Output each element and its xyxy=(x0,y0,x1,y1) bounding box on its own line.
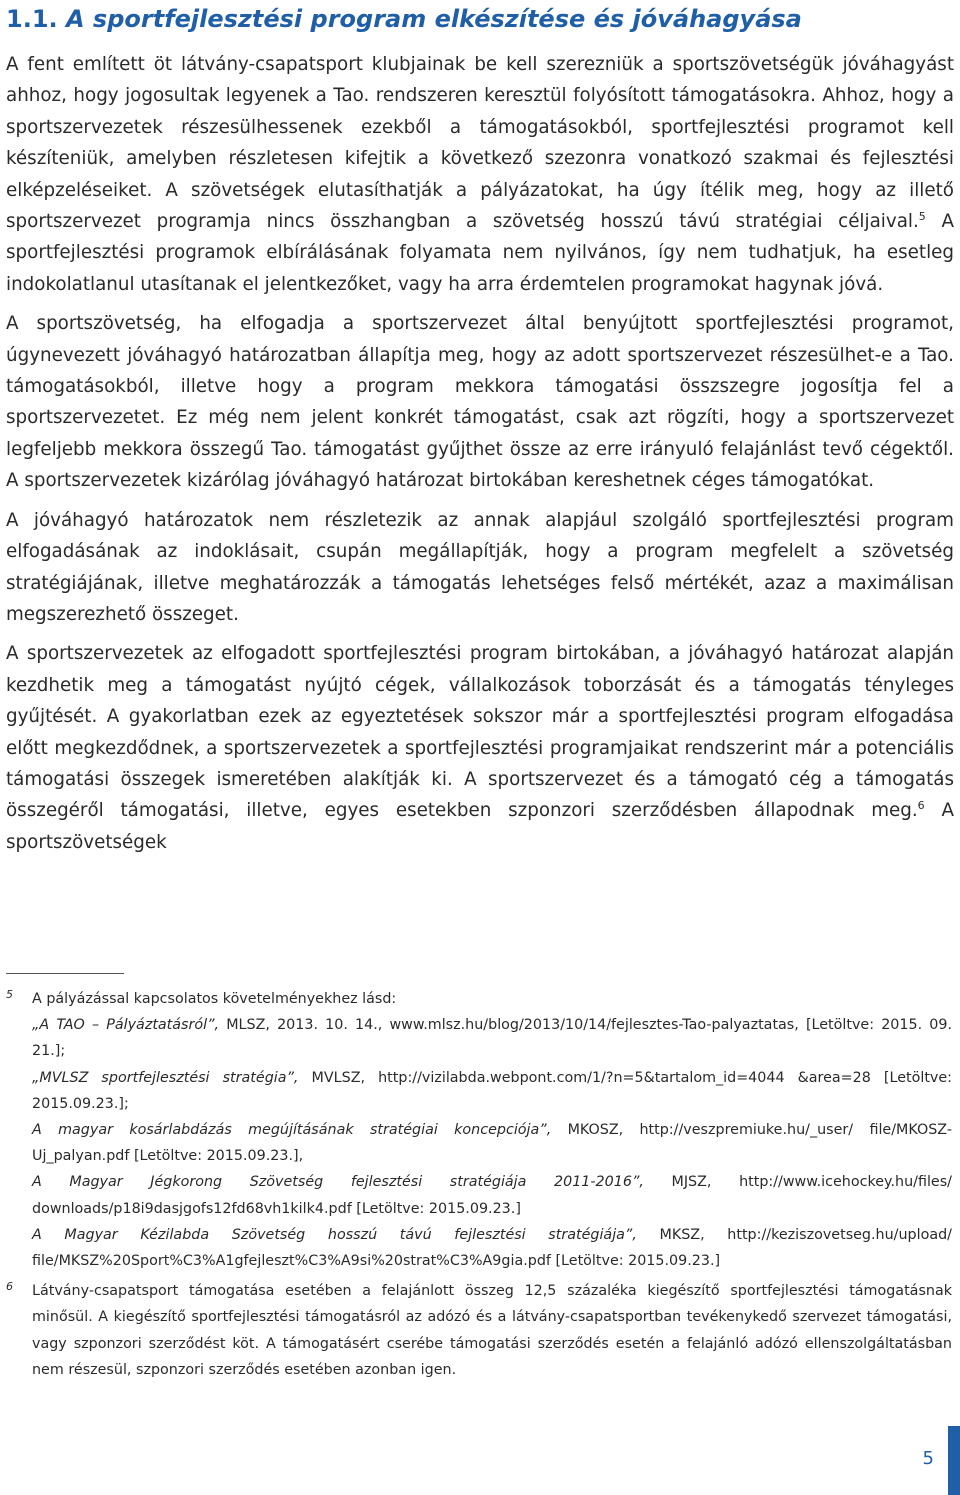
footnotes xyxy=(0,973,960,1383)
section-number: 1.1. xyxy=(6,5,58,33)
footnote-ref-6: 6 xyxy=(917,799,925,813)
footnote-5-ref-1-source: MLSZ, 2013. 10. 14., www.mlsz.hu/blog/2013/10/14/fejlesztes-Tao-palyaztatas, [Letöltve: 2015. 09. 21.]; xyxy=(32,1017,953,1060)
footnote-5-ref-3 xyxy=(32,1117,952,1169)
footnote-ref-5: 5 xyxy=(918,209,926,223)
footnote-5-ref-1-title: „A TAO – Pályáztatásról”, xyxy=(32,1017,220,1034)
page-number: 5 xyxy=(922,1448,934,1469)
footnote-5 xyxy=(0,986,960,1274)
footnote-5-marker: 5 xyxy=(6,988,13,1001)
paragraph-1 xyxy=(6,49,954,300)
footnote-5-intro: A pályázással kapcsolatos követelményekhez lásd: xyxy=(32,991,397,1007)
body-text xyxy=(6,49,954,866)
footnote-6-marker: 6 xyxy=(6,1280,13,1294)
footnote-5-ref-4 xyxy=(32,1169,952,1221)
footnote-5-ref-3-source: MKOSZ, http://veszpremiuke.hu/_user/ file/MKOSZ-Uj_palyan.pdf [Letöltve: 2015.09.23.], xyxy=(32,1122,952,1165)
paragraph-4 xyxy=(6,638,954,858)
paragraph-1-part-b: A sportfejlesztési programok elbírálásának folyamata nem nyilvános, így nem tudhatjuk, ha esetleg indokolatlanul utasítanak el jelentkezőket, vagy ha arra érdemtelen programokat hagynak jóvá. xyxy=(6,211,954,295)
footnote-5-ref-5 xyxy=(32,1222,952,1274)
footnote-5-ref-4-source: MJSZ, http://www.icehockey.hu/files/ downloads/p18i9dasjgofs12fd68vh1kilk4.pdf [Letöltve: 2015.09.23.] xyxy=(32,1174,952,1217)
footnote-6 xyxy=(0,1278,960,1383)
footnote-6-text: Látvány-csapatsport támogatása esetében a felajánlott összeg 12,5 százaléka kiegészítő sportfejlesztési támogatásnak minősül. A kiegészítő sportfejlesztési támogatásról az adózó és a látvány-csapatsportban tevékenykedő szervezet támogatási, vagy szponzori szerződést köt. A támogatásért cserébe támogatási szerződés esetén a felajánló adózó ellenszolgáltatásban nem részesül, szponzori szerződés esetében azonban igen. xyxy=(32,1283,952,1378)
footnote-5-ref-2-source: MVLSZ, http://vizilabda.webpont.com/1/?n=5&tartalom_id=4044 &area=28 [Letöltve: 2015.09.23.]; xyxy=(32,1069,952,1112)
paragraph-3: A jóváhagyó határozatok nem részletezik az annak alapjául szolgáló sportfejlesztési program elfogadásának az indoklásait, csupán megállapítják, hogy a program megfelelt a szövetség stratégiájának, illetve meghatározzák a támogatás lehetséges felső mértékét, azaz a maximálisan megszerezhető összeget. xyxy=(6,509,954,625)
section-title: A sportfejlesztési program elkészítése és jóváhagyása xyxy=(66,5,802,33)
footnote-5-ref-3-title: A magyar kosárlabdázás megújításának stratégiai koncepciója”, xyxy=(32,1122,552,1139)
section-heading xyxy=(6,3,946,35)
paragraph-4-part-a: A sportszervezetek az elfogadott sportfejlesztési program birtokában, a jóváhagyó határozat alapján kezdhetik meg a támogatást nyújtó cégek, vállalkozások toborzását és a támogatás tényleges gyűjtését. A gyakorlatban ezek az egyeztetések sokszor már a sportfejlesztési program elfogadása előtt megkezdődnek, a sportszervezetek a sportfejlesztési programjaikat rendszerint már a potenciális támogatási összegek ismeretében alakítják ki. A sportszervezet és a támogató cég a támogatás összegéről támogatási, illetve, egyes esetekben szponzori szerződésben állapodnak meg. xyxy=(6,643,954,822)
footnote-5-ref-5-source: MKSZ, http://keziszovetseg.hu/upload/ file/MKSZ%20Sport%C3%A1gfejleszt%C3%A9si%20strat%C3%A9gia.pdf [Letöltve: 2015.09.23.] xyxy=(32,1226,952,1270)
footnote-5-ref-5-title: A Magyar Kézilabda Szövetség hosszú távú fejlesztési stratégiája”, xyxy=(32,1226,637,1243)
paragraph-2: A sportszövetség, ha elfogadja a sportszervezet által benyújtott sportfejlesztési programot, úgynevezett jóváhagyó határozatban állapítja meg, hogy az adott sportszervezet részesülhet-e a Tao. támogatásokból, illetve hogy a program mekkora támogatási összszegre jogosítja fel a sportszervezetet. Ez még nem jelent konkrét támogatást, csak azt rögzíti, hogy a sportszervezet legfeljebb mekkora összegű Tao. támogatást gyűjthet össze az erre irányuló felajánlást tevő cégektől. A sportszervezetek kizárólag jóváhagyó határozat birtokában kereshetnek céges támogatókat. xyxy=(6,313,954,492)
footnote-5-ref-4-title: A Magyar Jégkorong Szövetség fejlesztési stratégiája 2011-2016”, xyxy=(32,1174,644,1191)
footnote-5-ref-2-title: „MVLSZ sportfejlesztési stratégia”, xyxy=(32,1069,299,1086)
footnote-5-ref-2 xyxy=(32,1065,952,1117)
page-edge-bar xyxy=(948,1426,960,1495)
footnote-divider xyxy=(6,973,124,974)
footnote-5-ref-1 xyxy=(32,1012,952,1064)
paragraph-4-part-b: A sportszövetségek xyxy=(6,800,954,853)
paragraph-1-part-a: A fent említett öt látvány-csapatsport klubjainak be kell szerezniük a sportszövetségük jóváhagyást ahhoz, hogy jogosultak legyenek a Tao. rendszeren keresztül folyósított támogatásokra. Ahhoz, hogy a sportszervezetek részesülhessenek ezekből a támogatásokból, sportfejlesztési programot kell készíteniük, amelyben részletesen kifejtik a következő szezonra vonatkozó szakmai és fejlesztési elképzeléseiket. A szövetségek elutasíthatják a pályázatokat, ha úgy ítélik meg, hogy az illető sportszervezet programja nincs összhangban a szövetség hosszú távú stratégiai céljaival. xyxy=(6,54,954,233)
